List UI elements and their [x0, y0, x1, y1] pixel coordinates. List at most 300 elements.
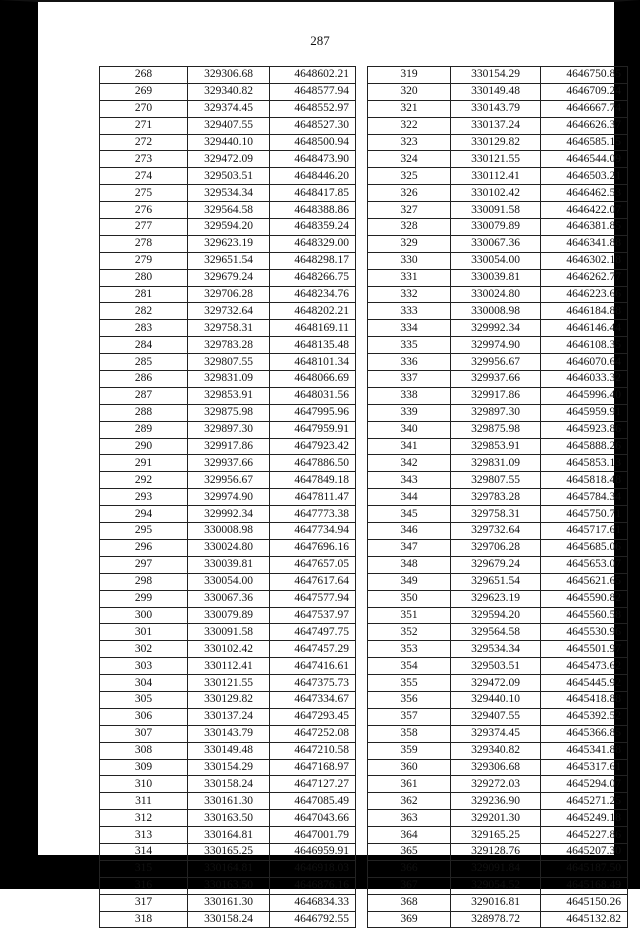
x-coordinate-cell: 330164.81: [188, 860, 270, 877]
table-row: [100, 472, 628, 489]
x-coordinate-cell: 330161.30: [188, 894, 270, 911]
x-coordinate-cell: 329440.10: [188, 134, 270, 151]
x-coordinate-cell: 329236.90: [451, 793, 541, 810]
y-coordinate-cell: 4646108.35: [541, 337, 628, 354]
y-coordinate-cell: 4645959.91: [541, 404, 628, 421]
column-separator: [356, 455, 368, 472]
point-number-cell: 327: [368, 202, 451, 219]
point-number-cell: 272: [100, 134, 188, 151]
y-coordinate-cell: 4647923.42: [270, 438, 356, 455]
table-row: [100, 269, 628, 286]
y-coordinate-cell: 4648446.20: [270, 168, 356, 185]
x-coordinate-cell: 330112.41: [188, 658, 270, 675]
x-coordinate-cell: 330158.24: [188, 776, 270, 793]
point-number-cell: 294: [100, 506, 188, 523]
x-coordinate-cell: 329503.51: [188, 168, 270, 185]
point-number-cell: 352: [368, 624, 451, 641]
y-coordinate-cell: 4645473.62: [541, 658, 628, 675]
x-coordinate-cell: 329306.68: [188, 67, 270, 84]
point-number-cell: 353: [368, 641, 451, 658]
x-coordinate-cell: 329956.67: [188, 472, 270, 489]
y-coordinate-cell: 4646422.07: [541, 202, 628, 219]
point-number-cell: 342: [368, 455, 451, 472]
y-coordinate-cell: 4645445.92: [541, 675, 628, 692]
y-coordinate-cell: 4647375.73: [270, 675, 356, 692]
column-separator: [356, 624, 368, 641]
column-separator: [356, 320, 368, 337]
point-number-cell: 274: [100, 168, 188, 185]
column-separator: [356, 100, 368, 117]
column-separator: [356, 573, 368, 590]
column-separator: [356, 776, 368, 793]
y-coordinate-cell: 4648388.86: [270, 202, 356, 219]
point-number-cell: 356: [368, 691, 451, 708]
point-number-cell: 369: [368, 911, 451, 928]
x-coordinate-cell: 329534.34: [188, 185, 270, 202]
y-coordinate-cell: 4648031.56: [270, 387, 356, 404]
column-separator: [356, 691, 368, 708]
x-coordinate-cell: 330039.81: [188, 556, 270, 573]
point-number-cell: 341: [368, 438, 451, 455]
column-separator: [356, 793, 368, 810]
x-coordinate-cell: 330102.42: [188, 641, 270, 658]
column-separator: [356, 607, 368, 624]
y-coordinate-cell: 4645207.30: [541, 843, 628, 860]
table-row: [100, 759, 628, 776]
x-coordinate-cell: 329165.25: [451, 827, 541, 844]
x-coordinate-cell: 329831.09: [451, 455, 541, 472]
table-row: [100, 607, 628, 624]
table-row: [100, 776, 628, 793]
point-number-cell: 311: [100, 793, 188, 810]
y-coordinate-cell: 4645923.86: [541, 421, 628, 438]
x-coordinate-cell: 329128.76: [451, 843, 541, 860]
column-separator: [356, 219, 368, 236]
point-number-cell: 291: [100, 455, 188, 472]
y-coordinate-cell: 4648527.30: [270, 117, 356, 134]
y-coordinate-cell: 4645530.96: [541, 624, 628, 641]
y-coordinate-cell: 4645366.85: [541, 725, 628, 742]
column-separator: [356, 421, 368, 438]
point-number-cell: 359: [368, 742, 451, 759]
table-row: [100, 354, 628, 371]
column-separator: [356, 67, 368, 84]
table-row: [100, 404, 628, 421]
point-number-cell: 325: [368, 168, 451, 185]
table-row: [100, 286, 628, 303]
y-coordinate-cell: 4645150.26: [541, 894, 628, 911]
y-coordinate-cell: 4647293.45: [270, 708, 356, 725]
column-separator: [356, 827, 368, 844]
column-separator: [356, 523, 368, 540]
table-row: [100, 624, 628, 641]
y-coordinate-cell: 4645853.13: [541, 455, 628, 472]
x-coordinate-cell: 329758.31: [188, 320, 270, 337]
y-coordinate-cell: 4645294.07: [541, 776, 628, 793]
y-coordinate-cell: 4648202.21: [270, 303, 356, 320]
point-number-cell: 346: [368, 523, 451, 540]
x-coordinate-cell: 329875.98: [188, 404, 270, 421]
x-coordinate-cell: 329679.24: [188, 269, 270, 286]
y-coordinate-cell: 4646146.44: [541, 320, 628, 337]
x-coordinate-cell: 330067.36: [188, 590, 270, 607]
y-coordinate-cell: 4647252.08: [270, 725, 356, 742]
point-number-cell: 315: [100, 860, 188, 877]
x-coordinate-cell: 329440.10: [451, 691, 541, 708]
table-row: [100, 67, 628, 84]
y-coordinate-cell: 4645341.88: [541, 742, 628, 759]
column-separator: [356, 489, 368, 506]
x-coordinate-cell: 330163.50: [188, 810, 270, 827]
y-coordinate-cell: 4647457.29: [270, 641, 356, 658]
point-number-cell: 281: [100, 286, 188, 303]
point-number-cell: 344: [368, 489, 451, 506]
point-number-cell: 326: [368, 185, 451, 202]
column-separator: [356, 404, 368, 421]
column-separator: [356, 337, 368, 354]
x-coordinate-cell: 330143.79: [451, 100, 541, 117]
table-row: [100, 877, 628, 894]
y-coordinate-cell: 4646341.88: [541, 235, 628, 252]
point-number-cell: 304: [100, 675, 188, 692]
column-separator: [356, 83, 368, 100]
y-coordinate-cell: 4645132.82: [541, 911, 628, 928]
x-coordinate-cell: 330024.80: [451, 286, 541, 303]
point-number-cell: 295: [100, 523, 188, 540]
x-coordinate-cell: 329783.28: [451, 489, 541, 506]
y-coordinate-cell: 4647657.05: [270, 556, 356, 573]
x-coordinate-cell: 329758.31: [451, 506, 541, 523]
point-number-cell: 348: [368, 556, 451, 573]
point-number-cell: 285: [100, 354, 188, 371]
y-coordinate-cell: 4648500.94: [270, 134, 356, 151]
table-row: [100, 219, 628, 236]
table-row: [100, 843, 628, 860]
x-coordinate-cell: 329374.45: [451, 725, 541, 742]
column-separator: [356, 151, 368, 168]
x-coordinate-cell: 329472.09: [451, 675, 541, 692]
table-row: [100, 421, 628, 438]
point-number-cell: 268: [100, 67, 188, 84]
table-row: [100, 539, 628, 556]
point-number-cell: 360: [368, 759, 451, 776]
column-separator: [356, 168, 368, 185]
column-separator: [356, 911, 368, 928]
column-separator: [356, 843, 368, 860]
point-number-cell: 333: [368, 303, 451, 320]
x-coordinate-cell: 329897.30: [451, 404, 541, 421]
table-row: [100, 675, 628, 692]
point-number-cell: 323: [368, 134, 451, 151]
point-number-cell: 289: [100, 421, 188, 438]
y-coordinate-cell: 4645271.25: [541, 793, 628, 810]
x-coordinate-cell: 329016.81: [451, 894, 541, 911]
point-number-cell: 331: [368, 269, 451, 286]
point-number-cell: 314: [100, 843, 188, 860]
point-number-cell: 317: [100, 894, 188, 911]
x-coordinate-cell: 329201.30: [451, 810, 541, 827]
x-coordinate-cell: 330164.81: [188, 827, 270, 844]
y-coordinate-cell: 4647416.61: [270, 658, 356, 675]
table-row: [100, 691, 628, 708]
point-number-cell: 308: [100, 742, 188, 759]
x-coordinate-cell: 329807.55: [188, 354, 270, 371]
x-coordinate-cell: 330154.29: [188, 759, 270, 776]
table-row: [100, 590, 628, 607]
point-number-cell: 350: [368, 590, 451, 607]
column-separator: [356, 725, 368, 742]
y-coordinate-cell: 4646223.66: [541, 286, 628, 303]
x-coordinate-cell: 329956.67: [451, 354, 541, 371]
x-coordinate-cell: 330054.00: [451, 252, 541, 269]
y-coordinate-cell: 4646302.18: [541, 252, 628, 269]
x-coordinate-cell: 329992.34: [451, 320, 541, 337]
point-number-cell: 298: [100, 573, 188, 590]
table-row: [100, 894, 628, 911]
table-row: [100, 573, 628, 590]
y-coordinate-cell: 4648602.21: [270, 67, 356, 84]
point-number-cell: 321: [368, 100, 451, 117]
y-coordinate-cell: 4645392.52: [541, 708, 628, 725]
point-number-cell: 283: [100, 320, 188, 337]
y-coordinate-cell: 4645653.07: [541, 556, 628, 573]
x-coordinate-cell: 329917.86: [451, 387, 541, 404]
point-number-cell: 290: [100, 438, 188, 455]
y-coordinate-cell: 4648066.69: [270, 371, 356, 388]
y-coordinate-cell: 4645590.82: [541, 590, 628, 607]
column-separator: [356, 472, 368, 489]
y-coordinate-cell: 4648577.94: [270, 83, 356, 100]
x-coordinate-cell: 329472.09: [188, 151, 270, 168]
point-number-cell: 278: [100, 235, 188, 252]
column-separator: [356, 742, 368, 759]
y-coordinate-cell: 4648473.90: [270, 151, 356, 168]
x-coordinate-cell: 329091.84: [451, 860, 541, 877]
point-number-cell: 307: [100, 725, 188, 742]
table-row: [100, 725, 628, 742]
column-separator: [356, 286, 368, 303]
y-coordinate-cell: 4645818.48: [541, 472, 628, 489]
y-coordinate-cell: 4646462.53: [541, 185, 628, 202]
y-coordinate-cell: 4645685.06: [541, 539, 628, 556]
y-coordinate-cell: 4645717.61: [541, 523, 628, 540]
point-number-cell: 334: [368, 320, 451, 337]
coordinate-table-container: [99, 66, 628, 928]
column-separator: [356, 894, 368, 911]
point-number-cell: 296: [100, 539, 188, 556]
column-separator: [356, 202, 368, 219]
point-number-cell: 301: [100, 624, 188, 641]
x-coordinate-cell: 329651.54: [451, 573, 541, 590]
y-coordinate-cell: 4646750.85: [541, 67, 628, 84]
point-number-cell: 337: [368, 371, 451, 388]
point-number-cell: 302: [100, 641, 188, 658]
y-coordinate-cell: 4647210.58: [270, 742, 356, 759]
x-coordinate-cell: 329974.90: [188, 489, 270, 506]
point-number-cell: 279: [100, 252, 188, 269]
y-coordinate-cell: 4647168.97: [270, 759, 356, 776]
y-coordinate-cell: 4647959.91: [270, 421, 356, 438]
column-separator: [356, 590, 368, 607]
column-separator: [356, 354, 368, 371]
point-number-cell: 354: [368, 658, 451, 675]
y-coordinate-cell: 4645249.18: [541, 810, 628, 827]
column-separator: [356, 675, 368, 692]
x-coordinate-cell: 330154.29: [451, 67, 541, 84]
x-coordinate-cell: 329853.91: [188, 387, 270, 404]
y-coordinate-cell: 4647127.27: [270, 776, 356, 793]
x-coordinate-cell: 330121.55: [451, 151, 541, 168]
column-separator: [356, 438, 368, 455]
table-row: [100, 320, 628, 337]
column-separator: [356, 269, 368, 286]
x-coordinate-cell: 329992.34: [188, 506, 270, 523]
y-coordinate-cell: 4645750.71: [541, 506, 628, 523]
x-coordinate-cell: 329407.55: [188, 117, 270, 134]
table-row: [100, 337, 628, 354]
point-number-cell: 313: [100, 827, 188, 844]
y-coordinate-cell: 4648417.85: [270, 185, 356, 202]
column-separator: [356, 658, 368, 675]
y-coordinate-cell: 4647696.16: [270, 539, 356, 556]
x-coordinate-cell: 328978.72: [451, 911, 541, 928]
column-separator: [356, 185, 368, 202]
table-row: [100, 235, 628, 252]
point-number-cell: 343: [368, 472, 451, 489]
column-separator: [356, 506, 368, 523]
x-coordinate-cell: 329306.68: [451, 759, 541, 776]
coordinate-table-body: [100, 67, 628, 928]
x-coordinate-cell: 330158.24: [188, 911, 270, 928]
x-coordinate-cell: 329594.20: [188, 219, 270, 236]
table-row: [100, 168, 628, 185]
point-number-cell: 349: [368, 573, 451, 590]
x-coordinate-cell: 329937.66: [188, 455, 270, 472]
table-row: [100, 506, 628, 523]
table-row: [100, 202, 628, 219]
x-coordinate-cell: 330149.48: [451, 83, 541, 100]
y-coordinate-cell: 4646585.15: [541, 134, 628, 151]
x-coordinate-cell: 329623.19: [451, 590, 541, 607]
x-coordinate-cell: 329340.82: [451, 742, 541, 759]
table-row: [100, 185, 628, 202]
x-coordinate-cell: 330091.58: [188, 624, 270, 641]
point-number-cell: 286: [100, 371, 188, 388]
y-coordinate-cell: 4646184.88: [541, 303, 628, 320]
x-coordinate-cell: 330137.24: [188, 708, 270, 725]
table-row: [100, 793, 628, 810]
table-row: [100, 556, 628, 573]
y-coordinate-cell: 4648101.34: [270, 354, 356, 371]
y-coordinate-cell: 4647085.49: [270, 793, 356, 810]
x-coordinate-cell: 329831.09: [188, 371, 270, 388]
point-number-cell: 282: [100, 303, 188, 320]
point-number-cell: 271: [100, 117, 188, 134]
point-number-cell: 345: [368, 506, 451, 523]
point-number-cell: 320: [368, 83, 451, 100]
x-coordinate-cell: 329272.03: [451, 776, 541, 793]
column-separator: [356, 303, 368, 320]
x-coordinate-cell: 330079.89: [451, 219, 541, 236]
x-coordinate-cell: 329534.34: [451, 641, 541, 658]
point-number-cell: 276: [100, 202, 188, 219]
y-coordinate-cell: 4648234.76: [270, 286, 356, 303]
y-coordinate-cell: 4647773.38: [270, 506, 356, 523]
y-coordinate-cell: 4648298.17: [270, 252, 356, 269]
x-coordinate-cell: 330129.82: [188, 691, 270, 708]
x-coordinate-cell: 329679.24: [451, 556, 541, 573]
y-coordinate-cell: 4646070.64: [541, 354, 628, 371]
y-coordinate-cell: 4648135.48: [270, 337, 356, 354]
column-separator: [356, 117, 368, 134]
table-row: [100, 641, 628, 658]
point-number-cell: 316: [100, 877, 188, 894]
y-coordinate-cell: 4648266.75: [270, 269, 356, 286]
x-coordinate-cell: 329054.52: [451, 877, 541, 894]
y-coordinate-cell: 4646381.85: [541, 219, 628, 236]
point-number-cell: 293: [100, 489, 188, 506]
y-coordinate-cell: 4646033.32: [541, 371, 628, 388]
x-coordinate-cell: 329594.20: [451, 607, 541, 624]
point-number-cell: 277: [100, 219, 188, 236]
point-number-cell: 340: [368, 421, 451, 438]
point-number-cell: 306: [100, 708, 188, 725]
point-number-cell: 329: [368, 235, 451, 252]
point-number-cell: 357: [368, 708, 451, 725]
column-separator: [356, 860, 368, 877]
column-separator: [356, 371, 368, 388]
y-coordinate-cell: 4648169.11: [270, 320, 356, 337]
column-separator: [356, 641, 368, 658]
table-row: [100, 438, 628, 455]
point-number-cell: 322: [368, 117, 451, 134]
table-row: [100, 83, 628, 100]
table-row: [100, 708, 628, 725]
y-coordinate-cell: 4646876.16: [270, 877, 356, 894]
x-coordinate-cell: 330054.00: [188, 573, 270, 590]
point-number-cell: 351: [368, 607, 451, 624]
y-coordinate-cell: 4647001.79: [270, 827, 356, 844]
column-separator: [356, 759, 368, 776]
point-number-cell: 355: [368, 675, 451, 692]
table-row: [100, 489, 628, 506]
x-coordinate-cell: 330067.36: [451, 235, 541, 252]
point-number-cell: 299: [100, 590, 188, 607]
x-coordinate-cell: 330024.80: [188, 539, 270, 556]
y-coordinate-cell: 4646918.03: [270, 860, 356, 877]
point-number-cell: 332: [368, 286, 451, 303]
table-row: [100, 742, 628, 759]
y-coordinate-cell: 4647886.50: [270, 455, 356, 472]
x-coordinate-cell: 329564.58: [188, 202, 270, 219]
table-row: [100, 658, 628, 675]
y-coordinate-cell: 4645418.88: [541, 691, 628, 708]
x-coordinate-cell: 329783.28: [188, 337, 270, 354]
y-coordinate-cell: 4646709.24: [541, 83, 628, 100]
x-coordinate-cell: 330008.98: [188, 523, 270, 540]
x-coordinate-cell: 330137.24: [451, 117, 541, 134]
y-coordinate-cell: 4647995.96: [270, 404, 356, 421]
y-coordinate-cell: 4647497.75: [270, 624, 356, 641]
y-coordinate-cell: 4647734.94: [270, 523, 356, 540]
y-coordinate-cell: 4646262.77: [541, 269, 628, 286]
point-number-cell: 328: [368, 219, 451, 236]
x-coordinate-cell: 329732.64: [188, 303, 270, 320]
x-coordinate-cell: 329937.66: [451, 371, 541, 388]
y-coordinate-cell: 4646626.37: [541, 117, 628, 134]
y-coordinate-cell: 4645560.58: [541, 607, 628, 624]
x-coordinate-cell: 330149.48: [188, 742, 270, 759]
